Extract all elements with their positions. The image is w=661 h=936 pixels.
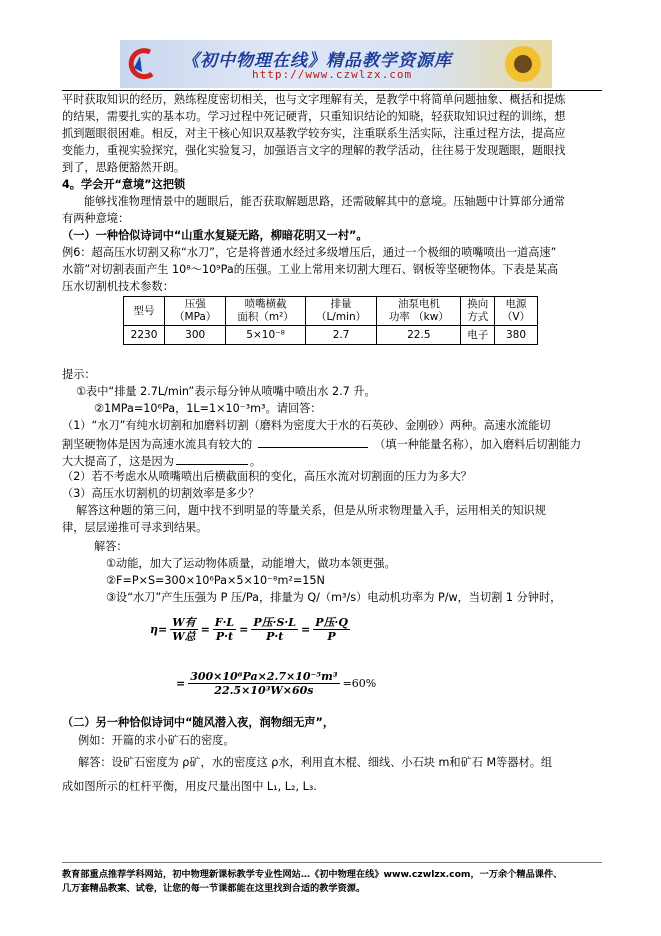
- question-line: （2）若不考虑水从喷嘴喷出后横截面积的变化，高压水流对切割面的压力为多大？: [62, 470, 472, 483]
- header-banner: [120, 40, 552, 88]
- banner-title: 《初中物理在线》精品教学资源库: [182, 51, 452, 71]
- footer-line: 教育部重点推荐学科网站，初中物理新课标教学专业性网站…《初中物理在线》www.czwlzx.com，一万余个精品课件、: [62, 869, 563, 880]
- hint-line: ②1MPa=10⁶Pa，1L=1×10⁻³m³。请回答：: [94, 402, 322, 415]
- para-line: 平时获取知识的经历，熟练程度密切相关，也与文字理解有关，是教学中将简单问题抽象、概括和提炼: [62, 93, 566, 106]
- table-header-cell: 电源 （V）: [495, 297, 538, 326]
- answer-line: ①动能，加大了运动物体质量，动能增大，做功本领更强。: [106, 557, 396, 570]
- table-cell: 电子: [461, 326, 495, 345]
- example-line: 水箭”对切割表面产生 10⁸～10⁹Pa的压强。工业上常用来切割大理石、钢板等坚硬物体。下表是某高: [62, 263, 559, 276]
- sunflower-icon: [498, 42, 548, 86]
- para-line: 律，层层递推可寻求到结果。: [62, 521, 208, 534]
- header-rule: [62, 90, 602, 91]
- question-line: 割坚硬物体是因为高速水流具有较大的 （填一种能量名称），加入磨料后切割能力: [62, 438, 582, 451]
- table-header-cell: 型号: [124, 297, 165, 326]
- para-line: 有两种意境：: [62, 212, 130, 225]
- example-line: 成如图所示的杠杆平衡，用皮尺量出图中 L₁, L₂, L₃.: [62, 780, 317, 793]
- answer-blank[interactable]: [176, 453, 248, 465]
- example-line: 例6：超高压水切割又称“水刀”，它是将普通水经过多级增压后，通过一个极细的喷嘴喷出一道高速”: [62, 246, 557, 259]
- footer-line: 几万套精品教案、试卷，让您的每一节课都能在这里找到合适的教学资源。: [62, 883, 366, 894]
- para-line: 抓到题眼很困难。相反，对主干核心知识双基教学较夯实，注重联系生活实际，注重过程方法，提高应: [62, 127, 566, 140]
- answer-line: ③设“水刀”产生压强为 P 压/Pa，排量为 Q/（m³/s）电动机功率为 P/w，当切割 1 分钟时，: [106, 591, 562, 604]
- para-line: 到了，思路便豁然开朗。: [62, 161, 186, 174]
- example-line: 例如：开篇的求小矿石的密度。: [78, 734, 235, 747]
- table-header-cell: 换向 方式: [461, 297, 495, 326]
- table-header-cell: 喷嘴横截 面积（m²）: [226, 297, 306, 326]
- table-cell: 5×10⁻⁸: [226, 326, 306, 345]
- answer-label: 解答：: [94, 540, 128, 553]
- table-cell: 2.7: [305, 326, 376, 345]
- question-line: （1）“水刀”有纯水切割和加磨料切割（磨料为密度大于水的石英砂、金刚砂）两种。高速水流能切: [62, 419, 551, 432]
- hint-label: 提示：: [62, 368, 96, 381]
- site-logo-icon: [124, 46, 158, 82]
- answer-blank[interactable]: [258, 436, 368, 448]
- subsection-heading: （一）一种恰似诗词中“山重水复疑无路，柳暗花明又一村”。: [62, 229, 368, 242]
- table-cell: 2230: [124, 326, 165, 345]
- subsection-heading: （二）另一种恰似诗词中“随风潜入夜，润物细无声”，: [62, 716, 335, 729]
- table-row: [124, 326, 538, 345]
- question-line: 大大提高了，这是因为 。: [62, 455, 262, 468]
- efficiency-equation: η= $\frac{\text{W有}}{\text{W总}}$ = $\frac{F\cdot L}{P\cdot t}$ = $\frac{\text{P压·S·L}}{P\cdot t}$ = $\frac{\text{P压·Q}}{P}$: [150, 616, 348, 643]
- table-header-cell: 压强 （MPa）: [165, 297, 226, 326]
- table-header-row: [124, 297, 538, 326]
- para-line: 的结果，需要扎实的基本功。学习过程中死记硬背，只重知识结论的知晓，轻获取知识过程的训练，想: [62, 110, 566, 123]
- para-line: 能够找准物理情景中的题眼后，能否获取解题思路，还需破解其中的意境。压轴题中计算部分通常: [84, 195, 566, 208]
- table-header-cell: 排量 （L/min）: [305, 297, 376, 326]
- question-line: （3）高压水切割机的切割效率是多少？: [62, 487, 260, 500]
- banner-url[interactable]: http://www.czwlzx.com: [252, 68, 413, 81]
- para-line: 变能力，重视实验探究，强化实验复习，加强语言文字的理解的教学活动，往往易于发现题眼，题眼找: [62, 144, 566, 157]
- hint-line: ①表中“排量 2.7L/min”表示每分钟从喷嘴中喷出水 2.7 升。: [76, 385, 376, 398]
- table-header-cell: 油泵电机 功率 （kw）: [377, 297, 461, 326]
- efficiency-result-equation: = $\frac{\text{300×10⁶Pa×2.7×10⁻⁵m³}}{\text{22.5×10³W×60s}}$ =60%: [176, 670, 377, 697]
- spec-table: [123, 296, 538, 345]
- para-line: 解答这种题的第三问，题中找不到明显的等量关系，但是从所求物理量入手，运用相关的知识规: [76, 504, 546, 517]
- section-heading: 4。学会开“意境”这把锁: [62, 178, 186, 191]
- example-line: 解答：设矿石密度为 ρ矿，水的密度这 ρ水，利用直木棍、细线、小石块 m和矿石 M等器材。组: [78, 756, 553, 769]
- table-cell: 22.5: [377, 326, 461, 345]
- table-cell: 380: [495, 326, 538, 345]
- footer-rule: [62, 862, 602, 863]
- example-line: 压水切割机技术参数：: [62, 280, 174, 293]
- answer-line: ②F=P×S=300×10⁶Pa×5×10⁻⁸m²=15N: [106, 574, 325, 587]
- table-cell: 300: [165, 326, 226, 345]
